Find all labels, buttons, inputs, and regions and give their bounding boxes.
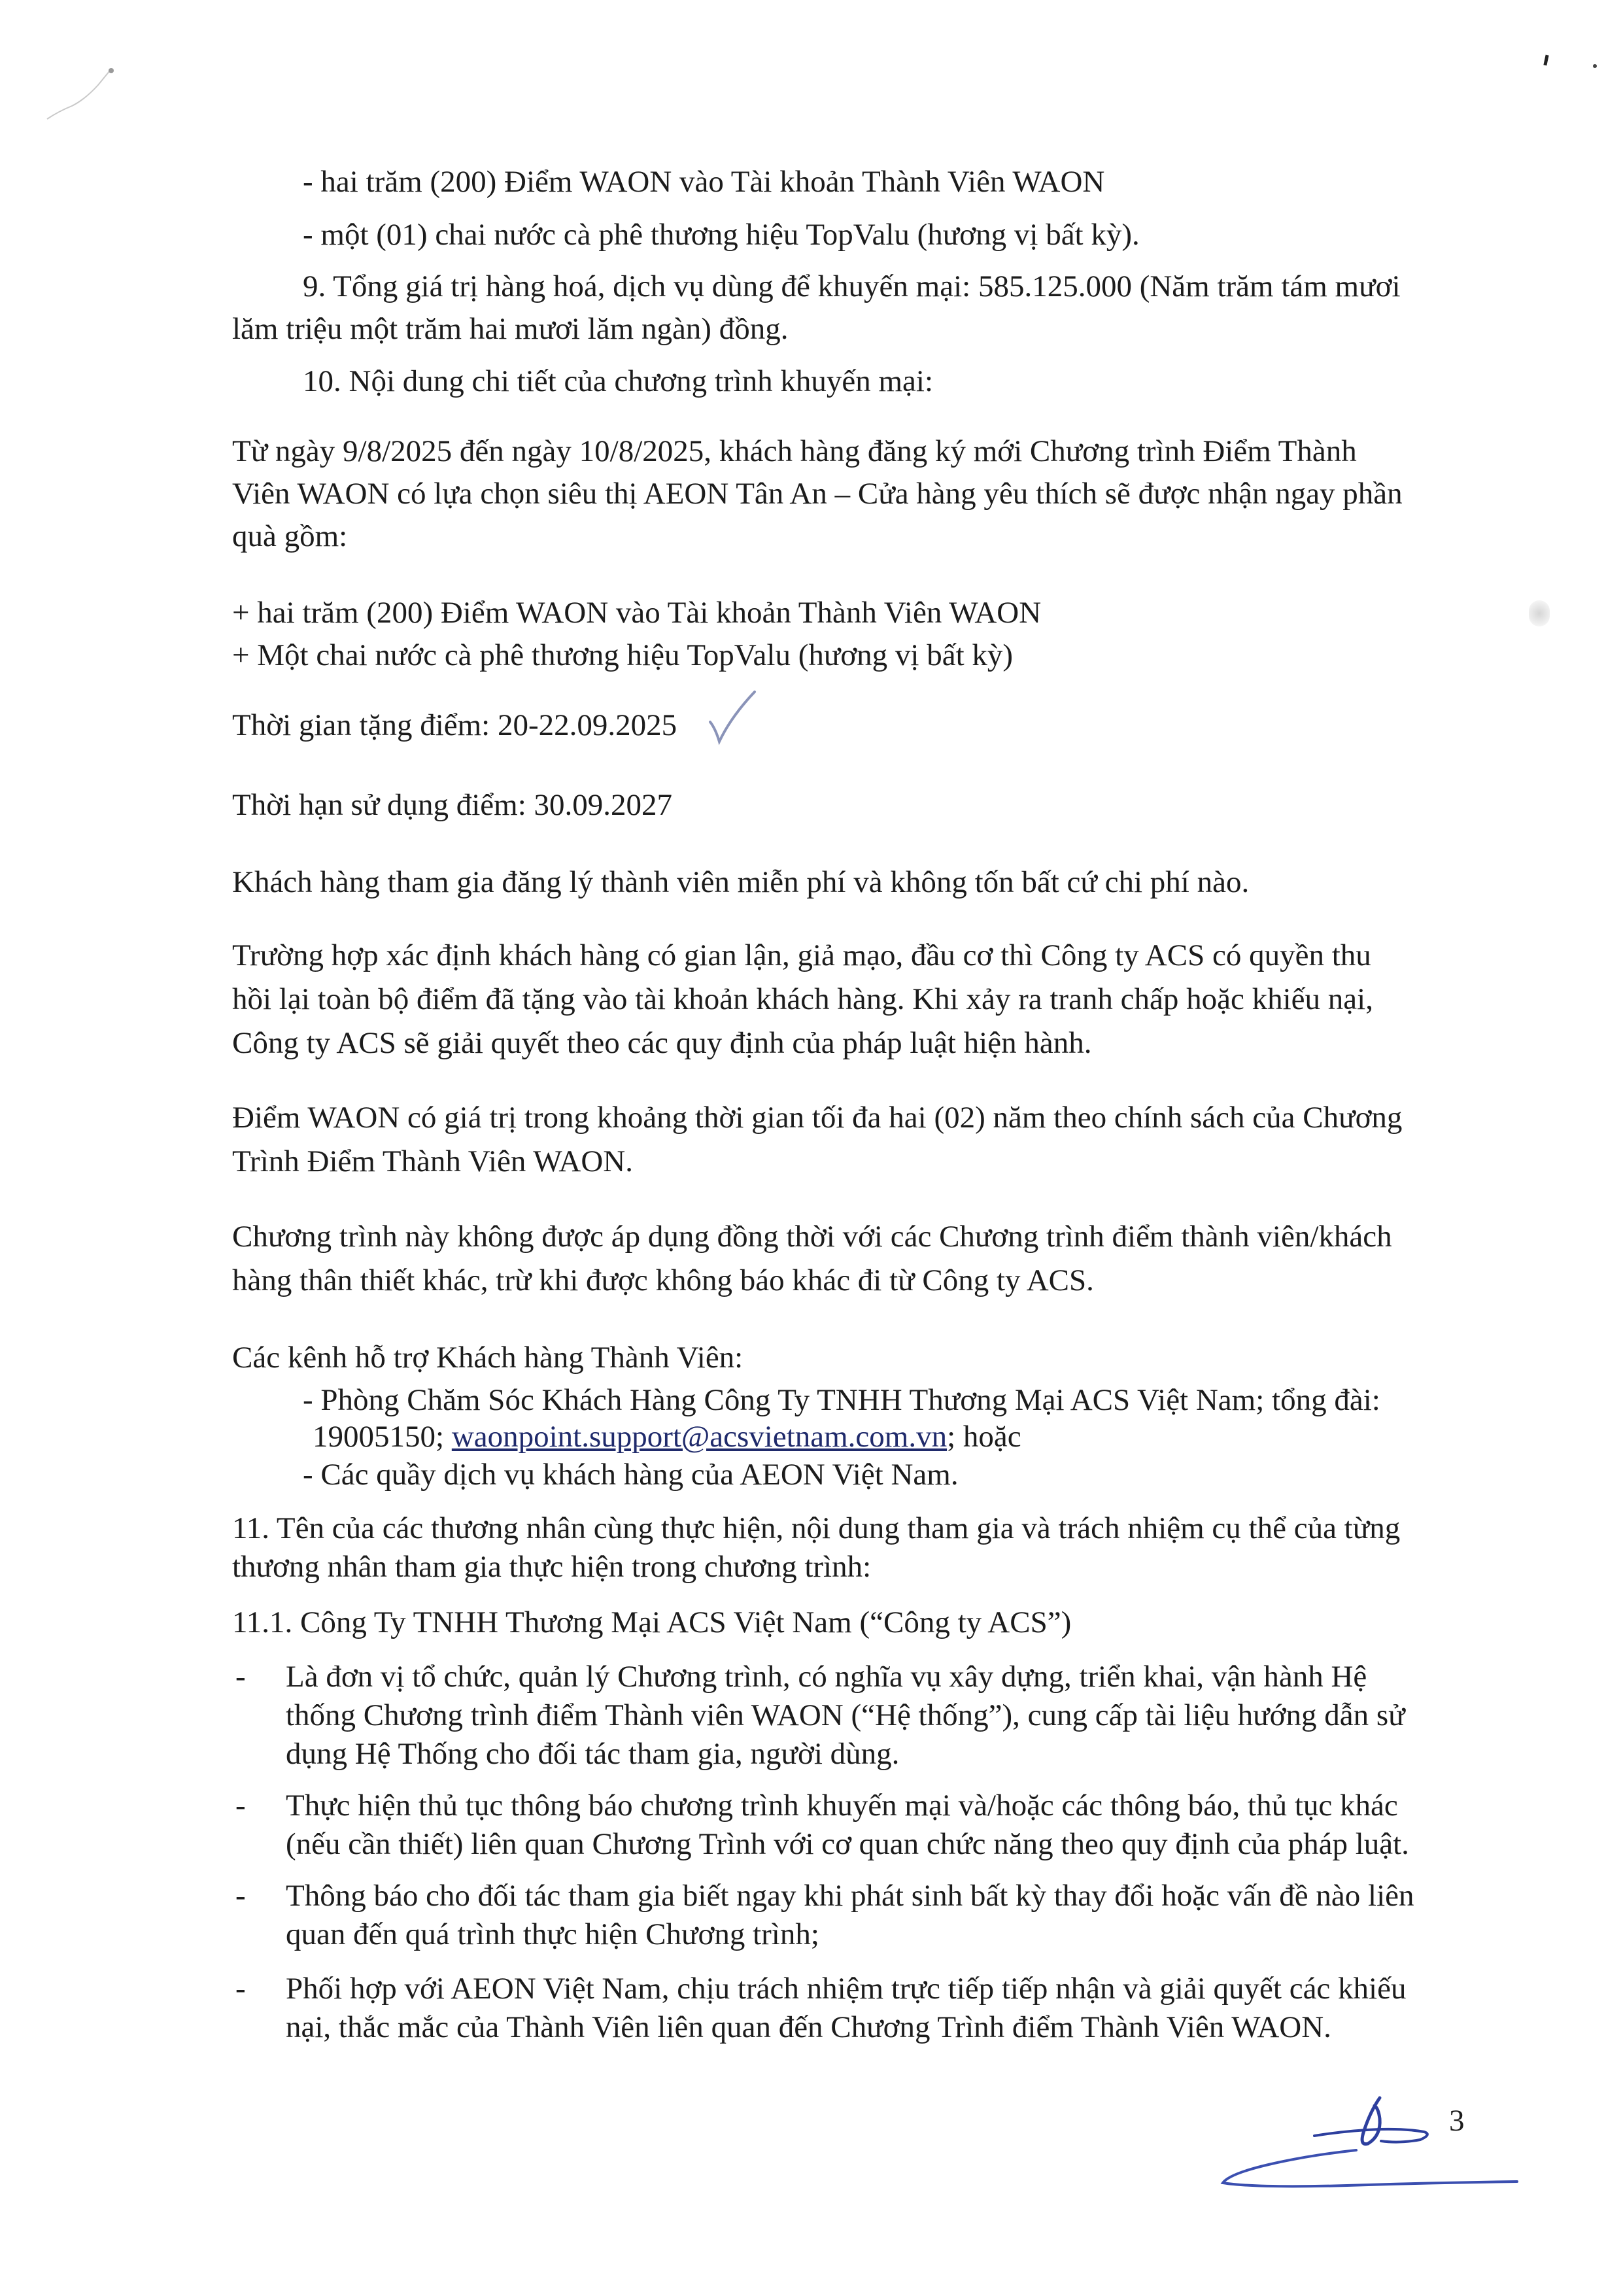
acs-duty-3-line-2: quan đến quá trình thực hiện Chương trình; xyxy=(286,1917,819,1951)
prize-item-coffee: - một (01) chai nước cà phê thương hiệu TopValu (hương vị bất kỳ). xyxy=(303,218,1140,252)
support-contact-line xyxy=(313,1416,1021,1457)
section-9-line-1: 9. Tổng giá trị hàng hoá, dịch vụ dùng để khuyến mại: 585.125.000 (Năm trăm tám mươi xyxy=(303,269,1401,303)
support-heading: Các kênh hỗ trợ Khách hàng Thành Viên: xyxy=(232,1341,743,1375)
acs-duty-2-line-2: (nếu cần thiết) liên quan Chương Trình với cơ quan chức năng theo quy định của pháp luật. xyxy=(286,1827,1409,1861)
acs-duty-1-line-3: dụng Hệ Thống cho đối tác tham gia, người dùng. xyxy=(286,1737,900,1771)
fraud-clause-line-3: Công ty ACS sẽ giải quyết theo các quy định của pháp luật hiện hành. xyxy=(232,1026,1092,1060)
points-expiry: Thời hạn sử dụng điểm: 30.09.2027 xyxy=(232,788,673,822)
signature-initials xyxy=(1216,2093,1530,2191)
support-channel-call-center: - Phòng Chăm Sóc Khách Hàng Công Ty TNHH Thương Mại ACS Việt Nam; tổng đài: xyxy=(303,1383,1380,1417)
support-phone: 19005150; xyxy=(313,1420,452,1454)
exclusion-clause-line-1: Chương trình này không được áp dụng đồng thời với các Chương trình điểm thành viên/khách xyxy=(232,1220,1392,1254)
fraud-clause-line-1: Trường hợp xác định khách hàng có gian lận, giả mạo, đầu cơ thì Công ty ACS có quyền thu xyxy=(232,938,1371,972)
scan-speck-top-right xyxy=(1543,55,1548,66)
section-11-1-heading: 11.1. Công Ty TNHH Thương Mại ACS Việt Nam (“Công ty ACS”) xyxy=(232,1605,1072,1639)
acs-duty-1-line-2: thống Chương trình điểm Thành viên WAON (“Hệ thống”), cung cấp tài liệu hướng dẫn sử xyxy=(286,1698,1405,1732)
support-channel-service-desk: - Các quầy dịch vụ khách hàng của AEON Việt Nam. xyxy=(303,1458,959,1492)
section-9-line-2: lăm triệu một trăm hai mươi lăm ngàn) đồng. xyxy=(232,312,789,346)
exclusion-clause-line-2: hàng thân thiết khác, trừ khi được không báo khác đi từ Công ty ACS. xyxy=(232,1263,1094,1297)
scan-speck-top-right-dot xyxy=(1593,64,1597,68)
acs-duty-1-line-1: Là đơn vị tổ chức, quản lý Chương trình, có nghĩa vụ xây dựng, triển khai, vận hành Hệ xyxy=(286,1660,1367,1694)
acs-duty-2-line-1: Thực hiện thủ tục thông báo chương trình khuyến mại và/hoặc các thông báo, thủ tục khác xyxy=(286,1789,1398,1823)
section-10-intro-line-2: Viên WAON có lựa chọn siêu thị AEON Tân An – Cửa hàng yêu thích sẽ được nhận ngay phần xyxy=(232,477,1403,511)
acs-duty-3-line-1: Thông báo cho đối tác tham gia biết ngay khi phát sinh bất kỳ thay đổi hoặc vấn đề nào liên xyxy=(286,1879,1414,1913)
bullet-marker-2: - xyxy=(235,1789,246,1823)
validity-clause-line-1: Điểm WAON có giá trị trong khoảng thời gian tối đa hai (02) năm theo chính sách của Chương xyxy=(232,1101,1403,1135)
validity-clause-line-2: Trình Điểm Thành Viên WAON. xyxy=(232,1144,633,1178)
free-membership-note: Khách hàng tham gia đăng lý thành viên miễn phí và không tốn bất cứ chi phí nào. xyxy=(232,865,1250,899)
section-11-heading-line-1: 11. Tên của các thương nhân cùng thực hiện, nội dung tham gia và trách nhiệm cụ thể của từng xyxy=(232,1511,1401,1545)
gift-item-points: + hai trăm (200) Điểm WAON vào Tài khoản Thành Viên WAON xyxy=(232,596,1042,630)
acs-duty-4-line-2: nại, thắc mắc của Thành Viên liên quan đến Chương Trình điểm Thành Viên WAON. xyxy=(286,2010,1331,2044)
support-email-link[interactable]: waonpoint.support@acsvietnam.com.vn xyxy=(451,1420,948,1454)
checkmark-icon xyxy=(706,688,759,747)
fraud-clause-line-2: hồi lại toàn bộ điểm đã tặng vào tài khoản khách hàng. Khi xảy ra tranh chấp hoặc khiếu nại, xyxy=(232,982,1373,1016)
bullet-marker-4: - xyxy=(235,1972,246,2006)
award-time: Thời gian tặng điểm: 20-22.09.2025 xyxy=(232,708,677,742)
page-number: 3 xyxy=(1449,2104,1465,2138)
section-10-intro-line-3: quà gồm: xyxy=(232,519,348,553)
prize-item-points: - hai trăm (200) Điểm WAON vào Tài khoản Thành Viên WAON xyxy=(303,165,1105,199)
bullet-marker-1: - xyxy=(235,1660,246,1694)
bullet-marker-3: - xyxy=(235,1879,246,1913)
section-10-intro-line-1: Từ ngày 9/8/2025 đến ngày 10/8/2025, khách hàng đăng ký mới Chương trình Điểm Thành xyxy=(232,434,1357,468)
support-contact-tail: ; hoặc xyxy=(947,1420,1021,1454)
gift-item-coffee: + Một chai nước cà phê thương hiệu TopValu (hương vị bất kỳ) xyxy=(232,638,1014,672)
section-11-heading-line-2: thương nhân tham gia thực hiện trong chương trình: xyxy=(232,1550,872,1584)
section-10-heading: 10. Nội dung chi tiết của chương trình khuyến mại: xyxy=(303,364,934,398)
scan-speck-top-left xyxy=(46,65,118,124)
scan-speck-right-margin xyxy=(1529,600,1550,626)
acs-duty-4-line-1: Phối hợp với AEON Việt Nam, chịu trách nhiệm trực tiếp tiếp nhận và giải quyết các khiếu xyxy=(286,1972,1407,2006)
